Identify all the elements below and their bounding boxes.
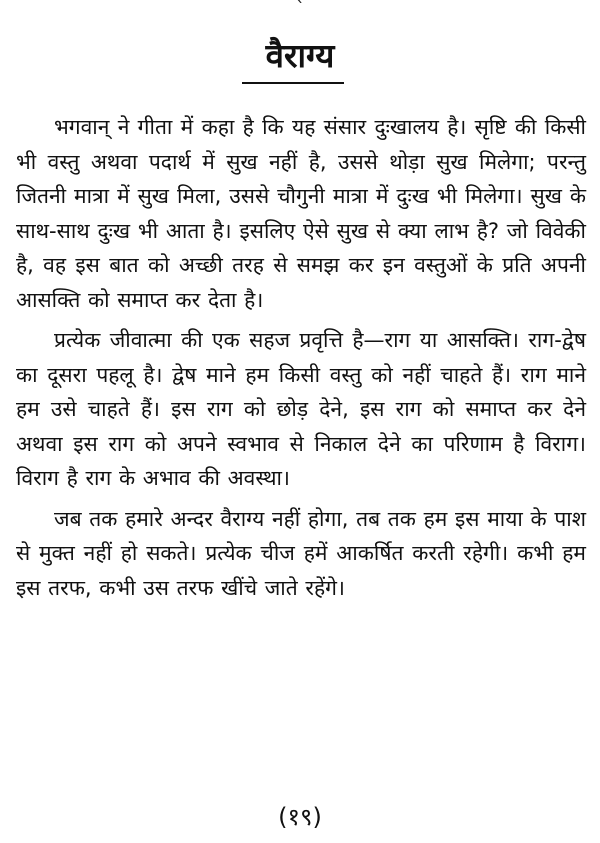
title-underline	[242, 82, 344, 84]
paragraph-3: जब तक हमारे अन्दर वैराग्य नहीं होगा, तब तक हम इस माया के पाश से मुक्त नहीं हो सकते। प्रत्येक चीज हमें आकर्षित करती रहेगी। कभी हम इस तरफ, कभी उस तरफ खींचे जाते रहेंगे।	[16, 506, 586, 600]
body-text	[16, 110, 586, 611]
paragraph-1: भगवान् ने गीता में कहा है कि यह संसार दुःखालय है। सृष्टि की किसी भी वस्तु अथवा पदार्थ में सुख नहीं है, उससे थोड़ा सुख मिलेगा; परन्तु जितनी मात्रा में सुख मिला, उससे चौगुनी मात्रा में दुःख भी मिलेगा। सुख के साथ-साथ दुःख भी आता है। इसलिए ऐसे सुख से क्या लाभ है? जो विवेकी है, वह इस बात को अच्छी तरह से समझ कर इन वस्तुओं के प्रति अपनी आसक्ति को समाप्त कर देता है।	[16, 115, 586, 312]
chapter-title: वैराग्य	[265, 36, 335, 75]
paragraph-2: प्रत्येक जीवात्मा की एक सहज प्रवृत्ति है—राग या आसक्ति। राग-द्वेष का दूसरा पहलू है। द्वेष माने हम किसी वस्तु को नहीं चाहते हैं। राग माने हम उसे चाहते हैं। इस राग को छोड़ देने, इस राग को समाप्त कर देने अथवा इस राग को अपने स्वभाव से निकाल देने का परिणाम है विराग। विराग है राग के अभाव की अवस्था।	[16, 328, 586, 490]
page-number: (१९)	[278, 803, 322, 831]
top-mark: `	[296, 0, 305, 19]
